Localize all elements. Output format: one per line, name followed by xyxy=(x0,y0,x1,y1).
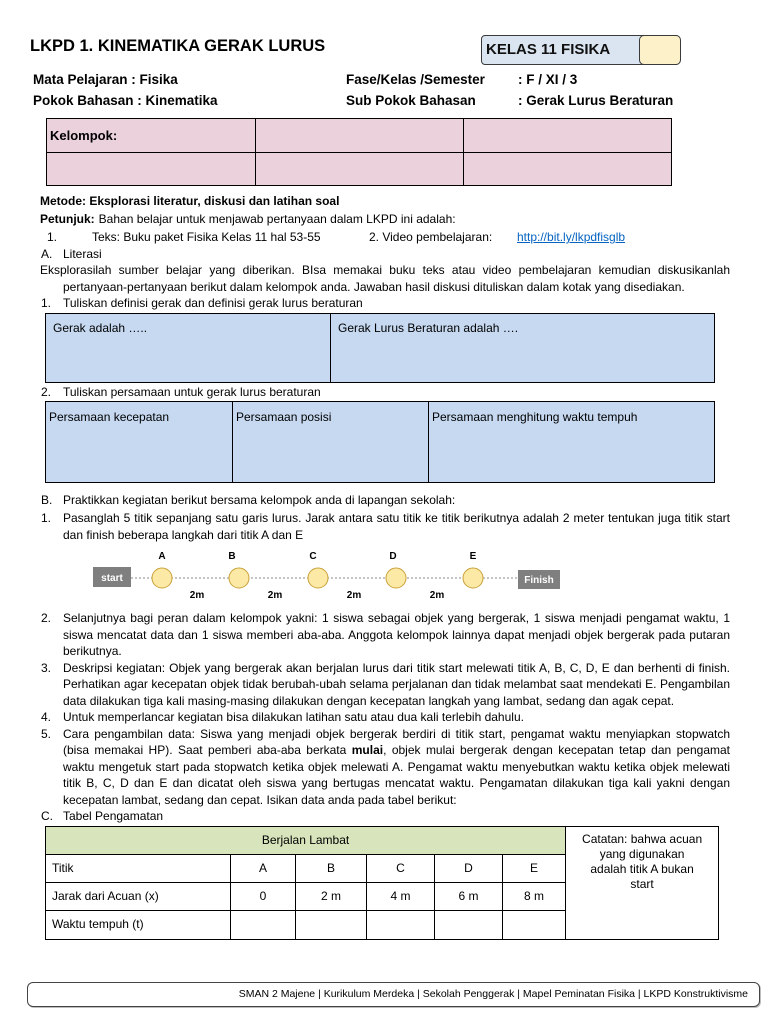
point-c-marker xyxy=(308,568,328,588)
position-equation-prompt: Persamaan posisi xyxy=(236,410,332,424)
group-row xyxy=(47,119,672,153)
section-a-title: Literasi xyxy=(63,247,102,261)
distance-value: 8 m xyxy=(503,882,566,910)
section-c-title: Tabel Pengamatan xyxy=(63,809,164,823)
instructions-label: Petunjuk: xyxy=(40,212,95,226)
group-member-cell xyxy=(256,153,464,186)
distance-value: 0 xyxy=(231,882,296,910)
distance-row-label: Jarak dari Acuan (x) xyxy=(46,882,231,910)
table-caption: Berjalan Lambat xyxy=(46,826,566,854)
point-b-label: B xyxy=(228,551,236,562)
step-5-text-before: Cara pengambilan data: Siswa yang menjadi objek bergerak berdiri di titik start, pengamat waktu menyiapkan stopwatch (bisa memakai HP). Saat pemberi aba-aba berkata xyxy=(63,726,730,757)
step-3-text: Deskripsi kegiatan: Objek yang bergerak akan berjalan lurus dari titik start melewati titik A, B, C, D, E dan berhenti di finish. Perhatikan agar kecepatan objek tidak berubah-ubah selama perjalanan dan tidak melambat saat mendekati E. Pengambilan data dilakukan tiga kali masing-masing dilakukan dengan kecepatan langkah yang lambat, sedang dan agak cepat. xyxy=(63,660,730,708)
section-b-title: Praktikkan kegiatan berikut bersama kelompok anda di lapangan sekolah: xyxy=(63,493,456,507)
section-b-letter: B. xyxy=(41,493,53,507)
point-e-marker xyxy=(463,568,483,588)
step-3-number: 3. xyxy=(41,660,52,675)
section-a-letter: A. xyxy=(41,247,53,261)
velocity-equation-prompt: Persamaan kecepatan xyxy=(49,410,170,424)
subtopic-label: Sub Pokok Bahasan xyxy=(346,93,476,108)
question-1-number: 1. xyxy=(41,296,52,310)
step-1-number: 1. xyxy=(41,511,52,525)
source-number: 1. xyxy=(47,230,58,244)
group-label: Kelompok: xyxy=(50,128,118,143)
distance-value: 2 m xyxy=(296,882,367,910)
group-row xyxy=(47,153,672,186)
point-c-label: C xyxy=(309,551,317,562)
group-table xyxy=(46,118,672,186)
video-link[interactable]: http://bit.ly/lkpdfisglb xyxy=(517,230,626,244)
point-header: C xyxy=(367,854,435,882)
group-member-cell xyxy=(464,153,672,186)
section-c-letter: C. xyxy=(41,809,53,823)
velocity-equation-cell xyxy=(46,402,233,483)
time-value-cell xyxy=(503,910,566,939)
instructions-line xyxy=(40,211,456,227)
subtopic-value: : Gerak Lurus Beraturan xyxy=(518,93,674,108)
time-value-cell xyxy=(435,910,503,939)
source-video-label: 2. Video pembelajaran: xyxy=(369,230,493,244)
time-value-cell xyxy=(296,910,367,939)
question-2-number: 2. xyxy=(41,385,52,399)
step-5-number: 5. xyxy=(41,726,52,741)
topic-line: Pokok Bahasan : Kinematika xyxy=(33,93,218,108)
finish-label: Finish xyxy=(524,575,554,586)
group-member-cell xyxy=(464,119,672,153)
phase-value: : F / XI / 3 xyxy=(518,72,578,87)
equation-answer-table xyxy=(45,401,715,483)
gap-label-de: 2m xyxy=(429,590,445,601)
class-badge-label: KELAS 11 FISIKA xyxy=(486,41,611,58)
point-header: D xyxy=(435,854,503,882)
track-diagram xyxy=(0,545,768,609)
page-footer: SMAN 2 Majene | Kurikulum Merdeka | Sekolah Penggerak | Mapel Peminatan Fisika | LKPD Konstruktivisme xyxy=(27,982,760,1007)
step-1-text: Pasanglah 5 titik sepanjang satu garis lurus. Jarak antara satu titik ke titik berikutnya adalah 2 meter tentukan juga titik start dan finish beberapa langkah dari titik A dan E xyxy=(63,511,730,542)
position-equation-cell xyxy=(233,402,429,483)
step-2-text: Selanjutnya bagi peran dalam kelompok yakni: 1 siswa sebagai objek yang bergerak, 1 siswa menjadi pengamat waktu, 1 siswa mencatat data dan 1 siswa memberi aba-aba. Anggota kelompok lainnya dapat menjadi objek bergerak pada putaran berikutnya. xyxy=(63,611,730,658)
motion-definition-prompt: Gerak adalah ….. xyxy=(53,321,148,335)
group-member-cell xyxy=(256,119,464,153)
definition-answer-row xyxy=(46,314,715,383)
section-c-heading xyxy=(41,808,730,825)
time-equation-prompt: Persamaan menghitung waktu tempuh xyxy=(432,410,638,424)
equation-answer-row xyxy=(46,402,715,483)
class-badge xyxy=(481,35,680,65)
point-b-marker xyxy=(229,568,249,588)
point-row-label: Titik xyxy=(46,854,231,882)
instructions-text: Bahan belajar untuk menjawab pertanyaan dalam LKPD ini adalah: xyxy=(98,212,456,226)
class-badge-tab xyxy=(639,35,681,65)
definition-answer-table xyxy=(45,313,715,383)
worksheet-title: LKPD 1. KINEMATIKA GERAK LURUS xyxy=(30,37,326,55)
point-a-marker xyxy=(152,568,172,588)
step-5-keyword: mulai xyxy=(351,743,384,757)
group-label-cell xyxy=(47,119,256,153)
step-item xyxy=(41,660,730,710)
motion-definition-cell xyxy=(46,314,331,383)
source-book: Teks: Buku paket Fisika Kelas 11 hal 53-55 xyxy=(92,230,321,244)
subject-line: Mata Pelajaran : Fisika xyxy=(33,72,178,87)
gap-label-cd: 2m xyxy=(346,590,362,601)
point-e-label: E xyxy=(469,551,477,562)
observation-table xyxy=(45,826,719,940)
point-header: A xyxy=(231,854,296,882)
caption-row xyxy=(46,826,719,854)
step-item xyxy=(41,610,730,660)
gap-label-bc: 2m xyxy=(267,590,283,601)
distance-value: 4 m xyxy=(367,882,435,910)
point-header: E xyxy=(503,854,566,882)
section-a-intro: Eksplorasilah sumber belajar yang diberikan. BIsa memakai buku teks atau video pembelajaran kemudian diskusikanlah pertanyaan-pertanyaan berikut dalam kelompok anda. Jawaban hasil diskusi dituliskan dalam kotak yang disediakan. xyxy=(40,263,730,294)
time-row-label: Waktu tempuh (t) xyxy=(46,910,231,939)
method-line: Metode: Eksplorasi literatur, diskusi dan latihan soal xyxy=(40,194,340,208)
table-note: Catatan: bahwa acuan yang digunakan adalah titik A bukan start xyxy=(566,826,719,939)
group-member-cell xyxy=(47,153,256,186)
time-value-cell xyxy=(367,910,435,939)
start-label: start xyxy=(101,573,123,584)
step-4-text: Untuk memperlancar kegiatan bisa dilakukan latihan satu atau dua kali terlebih dahulu. xyxy=(63,710,524,724)
time-equation-cell xyxy=(429,402,715,483)
step-2-number: 2. xyxy=(41,611,52,625)
point-d-marker xyxy=(386,568,406,588)
distance-value: 6 m xyxy=(435,882,503,910)
steps-and-table xyxy=(41,610,730,940)
point-a-label: A xyxy=(158,551,166,562)
step-5-text-after: , objek mulai bergerak dengan kecepatan tetap dan pengamat waktu mengetuk start pada stopwatch ketika objek melewati A. Pengamat waktu menyebutkan waktu ketika objek melewati titik B, C, D dan E dan dicatat oleh siswa yang bertugas mencatat waktu. Pengamatan dilakukan tiga kali yakni dengan kecepatan lambat, sedang dan cepat. Isikan data anda pada tabel berikut: xyxy=(63,743,730,807)
question-1-text: Tuliskan definisi gerak dan definisi gerak lurus beraturan xyxy=(63,296,363,310)
step-5-text xyxy=(63,726,730,809)
phase-label: Fase/Kelas /Semester xyxy=(346,72,485,87)
step-4-number: 4. xyxy=(41,710,52,724)
step-item xyxy=(41,709,730,726)
point-header: B xyxy=(296,854,367,882)
step-item xyxy=(41,726,730,809)
glb-definition-prompt: Gerak Lurus Beraturan adalah …. xyxy=(338,321,519,335)
point-d-label: D xyxy=(389,551,397,562)
glb-definition-cell xyxy=(331,314,715,383)
gap-label-ab: 2m xyxy=(189,590,205,601)
question-2-text: Tuliskan persamaan untuk gerak lurus beraturan xyxy=(63,385,321,399)
time-value-cell xyxy=(231,910,296,939)
